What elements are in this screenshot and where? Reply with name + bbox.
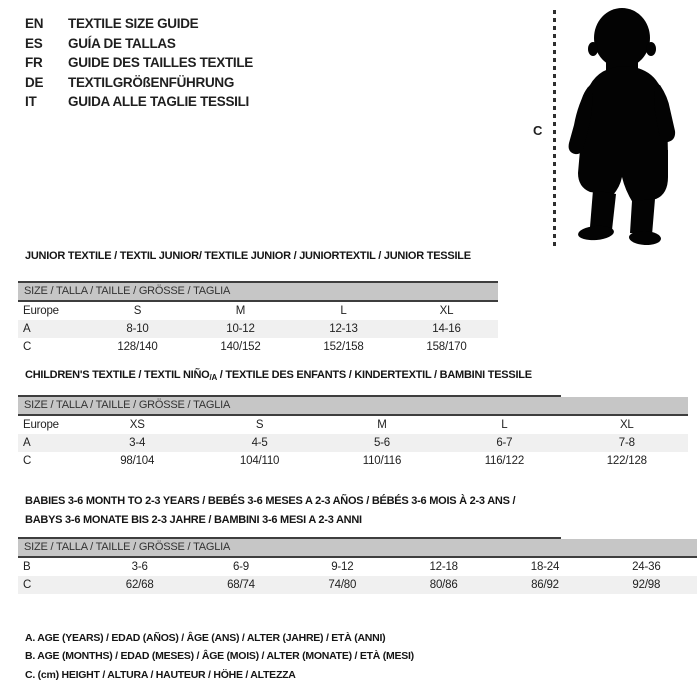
table-cell: XL [619, 419, 634, 431]
row-label: C [23, 341, 32, 353]
table-cell: 10-12 [226, 323, 255, 335]
lang-row-en [25, 14, 253, 34]
table-cell: 68/74 [227, 579, 255, 591]
table-row [18, 452, 688, 470]
table-cell: 92/98 [632, 579, 661, 591]
row-label: Europe [23, 305, 59, 317]
table-cell: 110/116 [362, 455, 402, 467]
row-label: B [23, 561, 31, 573]
table-row [18, 416, 688, 434]
table-cell: 122/128 [606, 455, 647, 467]
lang-row-es [25, 34, 253, 54]
toddler-silhouette-icon [560, 5, 692, 251]
table-cell: 3-4 [129, 437, 146, 449]
lang-title: GUIDE DES TAILLES TEXTILE [68, 55, 254, 71]
table-cell: 116/122 [484, 455, 525, 467]
size-bar: SIZE / TALLA / TAILLE / GRÖSSE / TAGLIA [18, 397, 688, 416]
babies-size-table [18, 558, 697, 594]
table-cell: 62/68 [125, 579, 154, 591]
note-c: C. (cm) HEIGHT / ALTURA / HAUTEUR / HÖHE / ALTEZZA [25, 668, 296, 681]
table-cell: 9-12 [331, 561, 354, 573]
height-measure-label: C [533, 123, 543, 138]
table-cell: 74/80 [328, 579, 357, 591]
babies-title-line1: BABIES 3-6 MONTH TO 2-3 YEARS / BEBÉS 3-6 MESES A 2-3 AÑOS / BÉBÉS 3-6 MOIS À 2-3 ANS / [25, 495, 516, 507]
table-cell: 4-5 [251, 437, 268, 449]
note-b: B. AGE (MONTHS) / EDAD (MESES) / ÂGE (MOIS) / ALTER (MONATE) / ETÀ (MESI) [25, 650, 414, 663]
table-cell: 128/140 [117, 341, 158, 353]
babies-title-line2: BABYS 3-6 MONATE BIS 2-3 JAHRE / BAMBINI 3-6 MESI A 2-3 ANNI [25, 514, 362, 526]
height-measure-line [553, 10, 556, 246]
table-cell: 152/158 [323, 341, 364, 353]
table-cell: 140/152 [220, 341, 261, 353]
children-title-sub: /A [209, 373, 217, 382]
lang-code: FR [25, 55, 43, 71]
table-cell: 104/110 [239, 455, 280, 467]
lang-row-fr [25, 53, 253, 73]
table-cell: 86/92 [531, 579, 559, 591]
children-table-title [25, 369, 532, 382]
table-row [18, 576, 697, 594]
lang-code: IT [25, 94, 37, 110]
table-cell: 14-16 [432, 323, 461, 335]
table-cell: S [255, 419, 264, 431]
legend-notes [25, 629, 414, 684]
lang-title: GUÍA DE TALLAS [68, 35, 176, 51]
table-cell: M [235, 305, 246, 317]
row-label: A [23, 437, 31, 449]
table-cell: 18-24 [530, 561, 560, 573]
children-size-table [18, 416, 688, 470]
size-bar: SIZE / TALLA / TAILLE / GRÖSSE / TAGLIA [18, 539, 697, 558]
lang-title: GUIDA ALLE TAGLIE TESSILI [68, 94, 249, 110]
table-cell: 6-7 [496, 437, 513, 449]
table-cell: 5-6 [373, 437, 390, 449]
lang-row-it [25, 92, 253, 112]
lang-title: TEXTILGRÖßENFÜHRUNG [68, 74, 235, 90]
lang-row-de [25, 73, 253, 93]
junior-size-table [18, 302, 498, 356]
babies-table [18, 537, 697, 594]
children-title-pre: CHILDREN'S TEXTILE / TEXTIL NIÑO [25, 369, 210, 381]
babies-table-title [25, 492, 515, 530]
table-cell: 158/170 [426, 341, 467, 353]
lang-code: EN [25, 16, 44, 32]
junior-table [18, 281, 498, 356]
table-cell: L [340, 305, 347, 317]
table-cell: 7-8 [618, 437, 635, 449]
size-bar: SIZE / TALLA / TAILLE / GRÖSSE / TAGLIA [18, 283, 498, 302]
row-label: A [23, 323, 31, 335]
table-cell: 3-6 [131, 561, 148, 573]
table-cell: M [377, 419, 387, 431]
table-cell: 80/86 [429, 579, 458, 591]
row-label: Europe [23, 419, 59, 431]
table-row [18, 302, 498, 320]
table-cell: S [133, 305, 142, 317]
table-cell: 12-18 [429, 561, 458, 573]
junior-table-title: JUNIOR TEXTILE / TEXTIL JUNIOR/ TEXTILE JUNIOR / JUNIORTEXTIL / JUNIOR TESSILE [25, 250, 471, 262]
table-cell: 8-10 [126, 323, 149, 335]
table-cell: 12-13 [329, 323, 358, 335]
table-row [18, 338, 498, 356]
lang-code: DE [25, 74, 44, 90]
table-cell: 98/104 [120, 455, 155, 467]
table-cell: XL [439, 305, 454, 317]
children-title-post: / TEXTILE DES ENFANTS / KINDERTEXTIL / BAMBINI TESSILE [216, 369, 532, 381]
table-cell: XS [129, 419, 145, 431]
table-row [18, 558, 697, 576]
lang-code: ES [25, 35, 43, 51]
row-label: C [23, 455, 32, 467]
lang-title: TEXTILE SIZE GUIDE [68, 16, 199, 32]
note-a: A. AGE (YEARS) / EDAD (AÑOS) / ÂGE (ANS) / ALTER (JAHRE) / ETÀ (ANNI) [25, 632, 386, 644]
table-cell: 6-9 [232, 561, 249, 573]
table-cell: L [501, 419, 508, 431]
language-title-list [25, 14, 253, 112]
table-row [18, 434, 688, 452]
children-table [18, 395, 688, 470]
row-label: C [23, 579, 32, 591]
table-row [18, 320, 498, 338]
table-cell: 24-36 [632, 561, 661, 573]
